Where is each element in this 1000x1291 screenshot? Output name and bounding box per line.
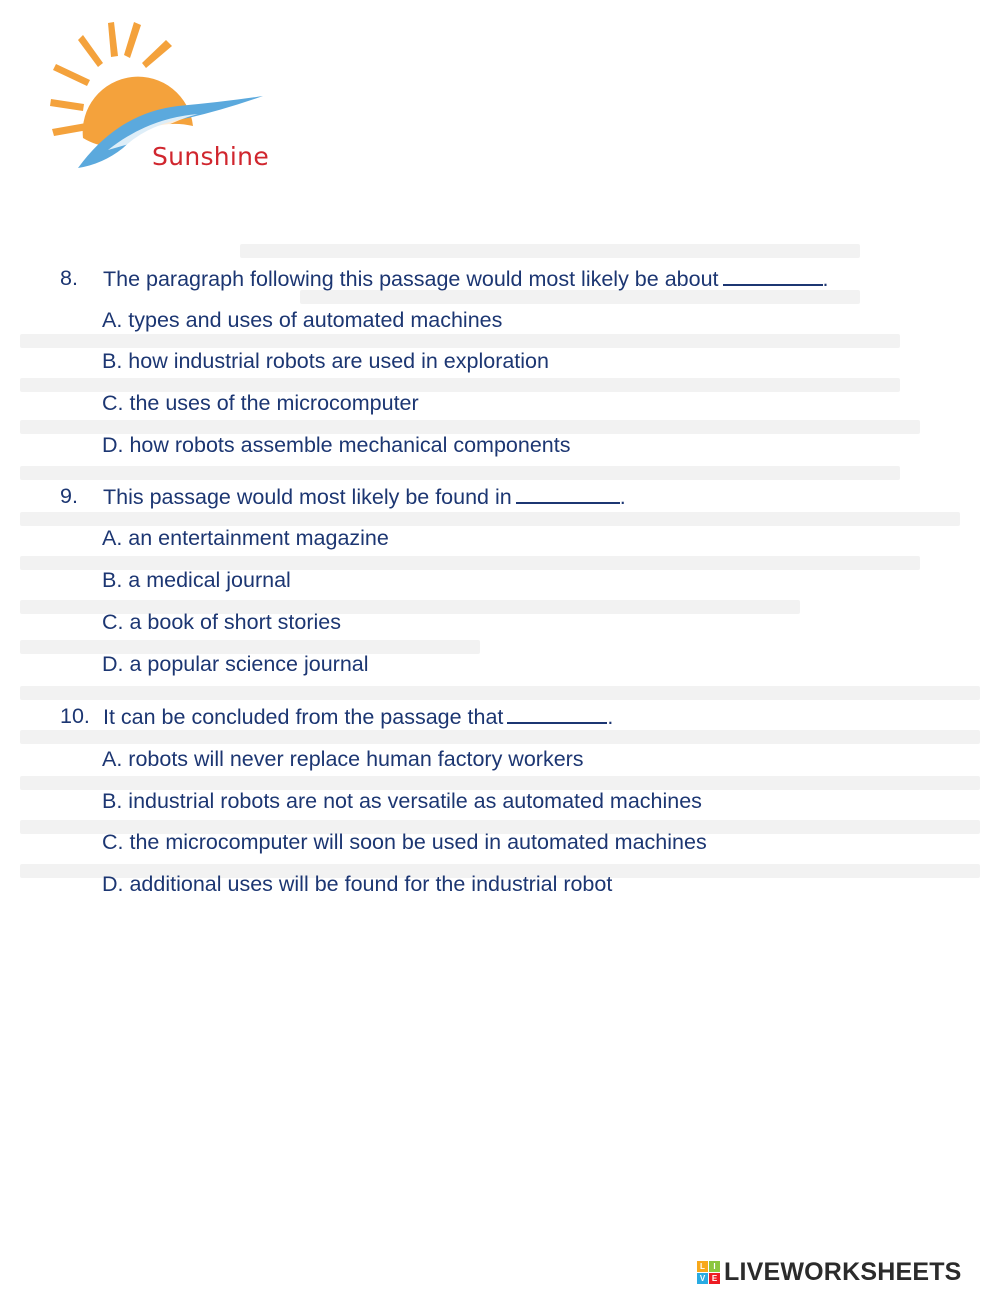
option-10d[interactable]: D. additional uses will be found for the industrial robot (102, 872, 613, 896)
option-8c[interactable]: C. the uses of the microcomputer (102, 391, 419, 415)
question-text: It can be concluded from the passage that . (103, 705, 614, 729)
option-9d[interactable]: D. a popular science journal (102, 652, 369, 676)
answer-blank[interactable] (723, 266, 823, 286)
icon-letter: I (709, 1261, 720, 1272)
answer-blank[interactable] (507, 704, 607, 724)
option-10b[interactable]: B. industrial robots are not as versatile as automated machines (102, 789, 702, 813)
option-10a[interactable]: A. robots will never replace human factory workers (102, 747, 584, 771)
question-text: The paragraph following this passage would most likely be about . (103, 267, 829, 291)
option-8d[interactable]: D. how robots assemble mechanical components (102, 433, 571, 457)
question-number: 8. (60, 266, 78, 290)
brand-text: LIVEWORKSHEETS (724, 1257, 962, 1286)
logo-text: Sunshine (152, 142, 269, 171)
icon-letter: L (697, 1261, 708, 1272)
option-9a[interactable]: A. an entertainment magazine (102, 526, 389, 550)
option-10c[interactable]: C. the microcomputer will soon be used in automated machines (102, 830, 707, 854)
option-8b[interactable]: B. how industrial robots are used in exploration (102, 349, 549, 373)
icon-letter: V (697, 1273, 708, 1284)
option-9b[interactable]: B. a medical journal (102, 568, 291, 592)
liveworksheets-brand[interactable] (697, 1257, 962, 1287)
sunshine-logo (48, 18, 278, 178)
question-number: 10. (60, 704, 90, 728)
answer-blank[interactable] (516, 484, 620, 504)
icon-letter: E (709, 1273, 720, 1284)
option-9c[interactable]: C. a book of short stories (102, 610, 341, 634)
question-text: This passage would most likely be found in . (103, 485, 626, 509)
question-number: 9. (60, 484, 78, 508)
option-8a[interactable]: A. types and uses of automated machines (102, 308, 503, 332)
liveworksheets-logo-icon (697, 1261, 720, 1284)
